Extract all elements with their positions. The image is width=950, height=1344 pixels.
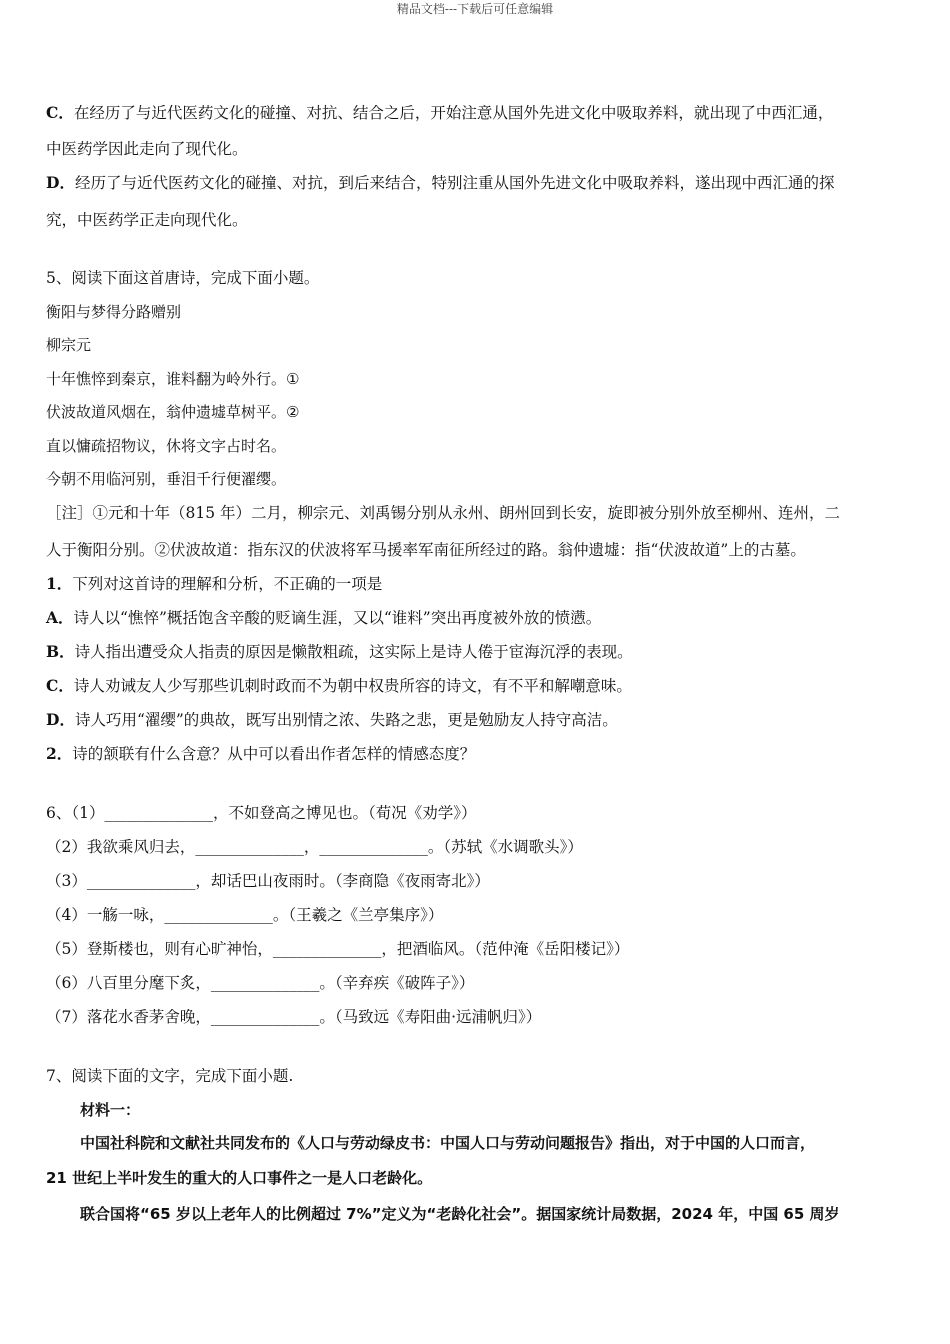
poem-line-2: 伏波故道风烟在，翁仲遗墟草树平。② (46, 403, 300, 421)
q6-line-2: （2）我欲乘风归去，______________，______________。（苏轼《水调歌头》） (46, 838, 583, 856)
q5-option-c-label: C． (46, 676, 74, 695)
q5-option-b-label: B． (46, 642, 75, 661)
q4-option-d-label: D． (46, 173, 75, 192)
q5-option-d-text: 诗人巧用“濯缨”的典故，既写出别情之浓、失路之悲，更是勉励友人持守高洁。 (74, 711, 618, 729)
q6-line-6: （6）八百里分麾下炙，______________。（辛弃疾《破阵子》） (46, 974, 475, 992)
q5-option-a-text: 诗人以“憔悴”概括饱含辛酸的贬谪生涯，又以“谁料”突出再度被外放的愤懑。 (73, 609, 602, 627)
q5-option-c (46, 676, 632, 696)
q4-option-c-line2: 中医药学因此走向了现代化。 (46, 140, 248, 158)
q6-line-1: 6、（1）______________，不如登高之博见也。（荀况《劝学》） (46, 804, 477, 822)
q6-line-7: （7）落花水香茅舍晚，______________。（马致远《寿阳曲·远浦帆归》） (46, 1008, 542, 1026)
q5-option-c-text: 诗人劝诫友人少写那些讥刺时政而不为朝中权贵所容的诗文，有不平和解嘲意味。 (73, 677, 632, 695)
q5-option-b (46, 642, 633, 662)
q4-option-d-line1 (46, 173, 834, 193)
q5-option-d-label: D． (46, 710, 75, 729)
q4-option-c-text: 在经历了与近代医药文化的碰撞、对抗、结合之后，开始注意从国外先进文化中吸取养料，就出现了中西汇通， (73, 104, 834, 122)
q6-line-3: （3）______________，却话巴山夜雨时。（李商隐《夜雨寄北》） (46, 872, 490, 890)
material-label: 材料一： (80, 1101, 141, 1119)
q5-stem: 5、阅读下面这首唐诗，完成下面小题。 (46, 269, 320, 287)
q5-option-a (46, 608, 601, 628)
q4-option-c-line1 (46, 103, 833, 123)
q4-option-d-text: 经历了与近代医药文化的碰撞、对抗，到后来结合，特别注重从国外先进文化中吸取养料，遂出现中西汇通的探 (74, 174, 835, 192)
material-paragraph1-line2: 21 世纪上半叶发生的重大的人口事件之一是人口老龄化。 (46, 1169, 433, 1187)
q6-line-4: （4）一觞一咏，______________。（王羲之《兰亭集序》） (46, 906, 444, 924)
page-header: 精品文档---下载后可任意编辑 (396, 2, 554, 16)
q5-option-a-label: A． (46, 608, 74, 627)
poem-author: 柳宗元 (46, 336, 92, 354)
q5-sub1-number: 1． (46, 574, 73, 593)
q5-option-d (46, 710, 618, 730)
q4-option-d-line2: 究，中医药学正走向现代化。 (46, 211, 248, 229)
q5-sub1-text: 下列对这首诗的理解和分析，不正确的一项是 (72, 575, 383, 593)
poem-note-line1: ［注］①元和十年（815 年）二月，柳宗元、刘禹锡分别从永州、朗州回到长安，旋即被分别外放至柳州、连州，二 (46, 504, 841, 522)
poem-line-4: 今朝不用临河别，垂泪千行便濯缨。 (46, 470, 287, 488)
q5-sub2 (46, 744, 475, 764)
q6-line-5: （5）登斯楼也，则有心旷神怡，______________，把酒临风。（范仲淹《岳阳楼记》） (46, 940, 630, 958)
poem-line-1: 十年憔悴到秦京，谁料翻为岭外行。① (46, 370, 300, 388)
q5-sub2-text: 诗的颔联有什么含意？从中可以看出作者怎样的情感态度？ (72, 745, 476, 763)
material-paragraph1-line1: 中国社科院和文献社共同发布的《人口与劳动绿皮书：中国人口与劳动问题报告》指出，对于中国的人口而言， (80, 1134, 816, 1152)
q7-stem: 7、阅读下面的文字，完成下面小题. (46, 1067, 294, 1085)
poem-title: 衡阳与梦得分路赠别 (46, 303, 182, 321)
poem-note-line2: 人于衡阳分别。②伏波故道：指东汉的伏波将军马援率军南征所经过的路。翁仲遗墟：指“伏波故道”上的古墓。 (46, 541, 806, 559)
poem-line-3: 直以慵疏招物议，休将文字占时名。 (46, 437, 287, 455)
q5-sub1 (46, 574, 382, 594)
material-paragraph2-line1: 联合国将“65 岁以上老年人的比例超过 7%”定义为“老龄化社会”。据国家统计局数据，2024 年，中国 65 周岁 (80, 1205, 840, 1223)
q5-option-b-text: 诗人指出遭受众人指责的原因是懒散粗疏，这实际上是诗人倦于宦海沉浮的表现。 (74, 643, 633, 661)
q4-option-c-label: C． (46, 103, 74, 122)
q5-sub2-number: 2． (46, 744, 73, 763)
